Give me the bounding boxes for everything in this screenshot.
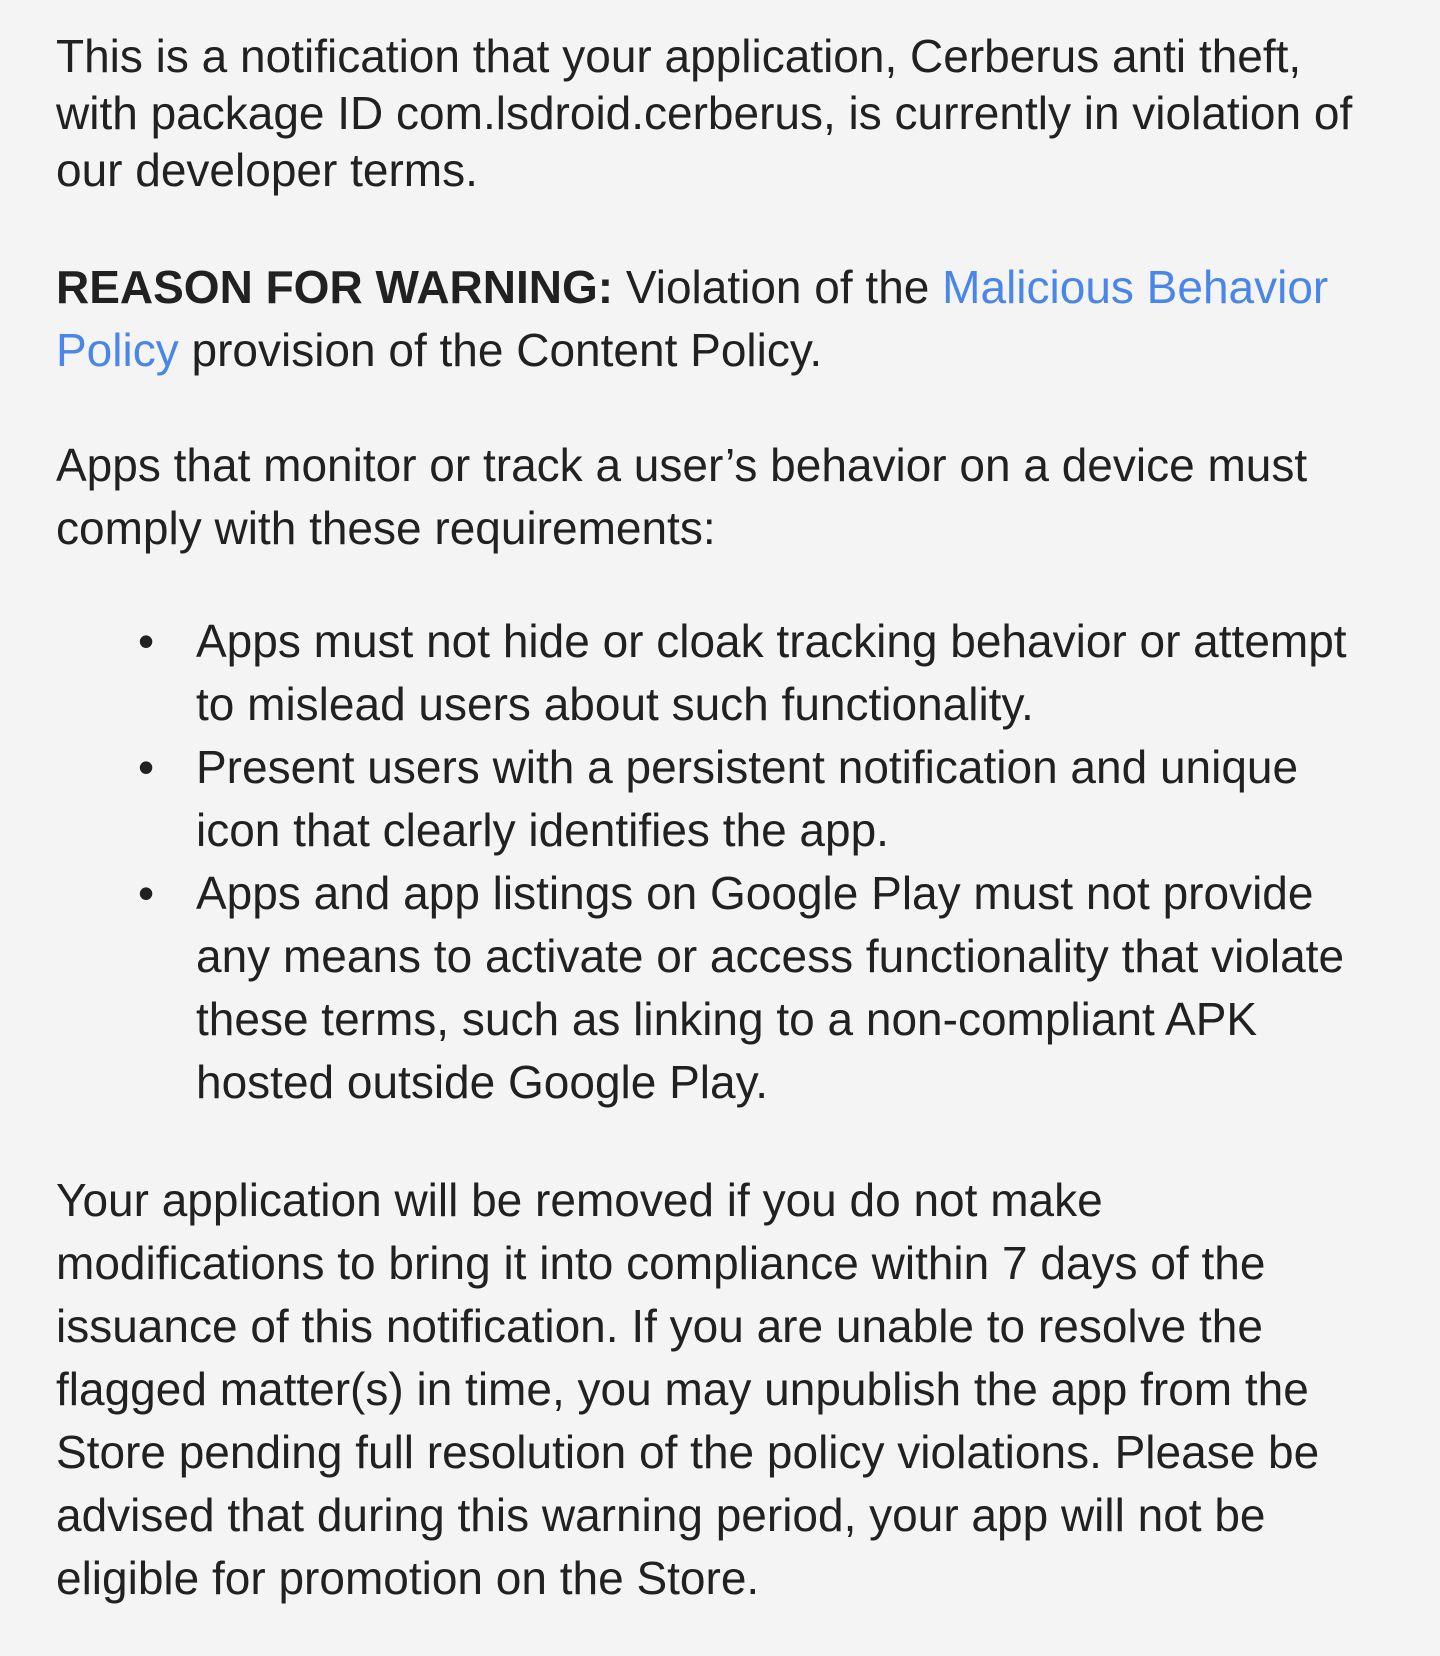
reason-text-before-link: Violation of the [613,261,943,313]
malicious-behavior-policy-link[interactable]: Malicious Behavior Policy [56,261,1329,376]
requirement-text: Apps must not hide or cloak tracking behavior or attempt to mislead users about such functionality. [196,615,1347,730]
reason-text-after-link: provision of the Content Policy. [178,324,823,376]
intro-paragraph: This is a notification that your application, Cerberus anti theft, with package ID com.lsdroid.cerberus, is currently in violation of our developer terms. [56,30,1353,196]
reason-label: REASON FOR WARNING: [56,261,614,313]
reason-paragraph [56,256,1380,382]
bullet-icon: • [138,615,155,667]
list-item [138,862,1380,1114]
requirement-text: Present users with a persistent notification and unique icon that clearly identifies the app. [196,741,1299,856]
requirement-text: Apps and app listings on Google Play must not provide any means to activate or access functionality that violate these terms, such as linking to a non-compliant APK hosted outside Google Play. [196,867,1345,1108]
requirements-list [56,610,1380,1114]
bullet-icon: • [138,867,155,919]
requirements-intro: Apps that monitor or track a user’s behavior on a device must comply with these requirements: [56,439,1308,554]
list-item [138,610,1380,736]
bullet-icon: • [138,741,155,793]
list-item [138,736,1380,862]
removal-notice-paragraph: Your application will be removed if you do not make modifications to bring it into compliance within 7 days of the issuance of this notification. If you are unable to resolve the flagged matter(s) in time, you may unpublish the app from the Store pending full resolution of the policy violations. Please be advised that during this warning period, your app will not be eligible for promotion on the Store. [56,1174,1320,1604]
